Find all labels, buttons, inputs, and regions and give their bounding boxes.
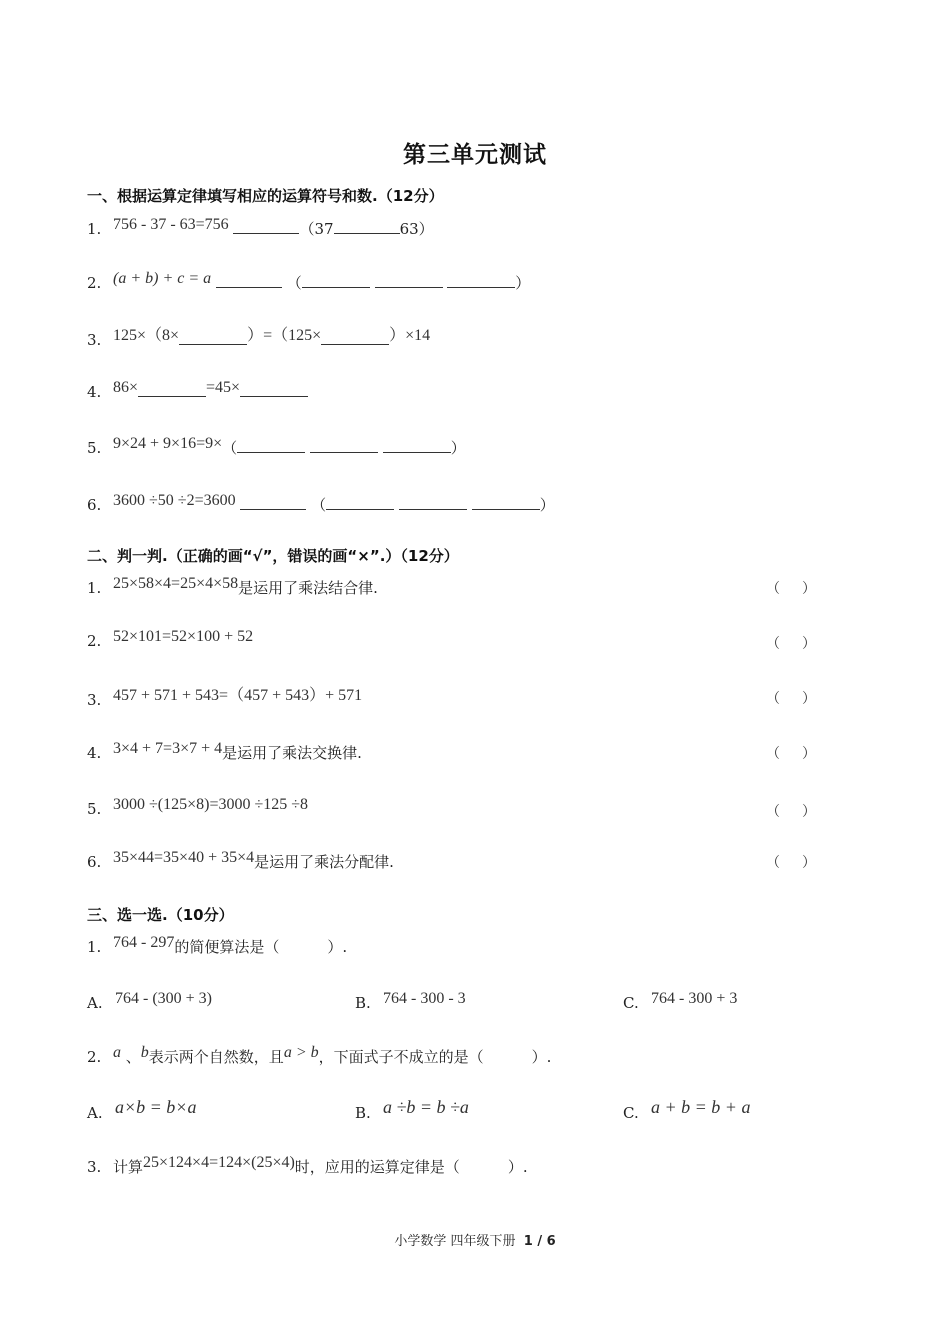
question-number: 2. <box>87 1048 102 1066</box>
math-expression: 764 - 297 <box>113 934 175 951</box>
answer-blank[interactable] <box>233 219 299 234</box>
text: 计算 <box>113 1158 144 1176</box>
math-expression: 764 - 300 - 3 <box>383 990 466 1007</box>
paren-close: ） <box>802 855 816 871</box>
text: ）. <box>327 938 348 956</box>
s1-question-3 <box>87 327 430 350</box>
answer-bracket[interactable] <box>766 688 838 708</box>
section-1-heading: 一、根据运算定律填写相应的运算符号和数.（12分） <box>87 187 444 205</box>
question-number: 4. <box>87 383 102 401</box>
option-label: A. <box>87 1104 103 1122</box>
paren-close: ） <box>802 581 816 597</box>
text: 、 <box>125 1048 141 1066</box>
page-title: 第三单元测试 <box>403 141 547 168</box>
math-expression: 457 + 571 + 543=（457 + 543）+ 571 <box>113 687 363 704</box>
s3-q2-option-a[interactable] <box>87 1097 197 1123</box>
math-expression: 25×58×4=25×4×58 <box>113 575 239 592</box>
answer-bracket[interactable] <box>766 633 838 653</box>
math-expression: 764 - (300 + 3) <box>115 990 213 1007</box>
math-expression: 756 - 37 - 63=756 <box>113 216 229 233</box>
answer-bracket[interactable] <box>766 852 838 872</box>
text: 的简便算法是（ <box>174 938 280 956</box>
s1-question-2 <box>87 272 530 293</box>
paren-close: ） <box>802 746 816 762</box>
text: 表示两个自然数，且 <box>148 1048 284 1066</box>
paren-close: ） <box>802 804 816 820</box>
paren-open: （ <box>766 855 780 871</box>
s2-item-2 <box>87 628 254 651</box>
option-label: B. <box>355 994 371 1012</box>
math-expression: 52×101=52×100 + 52 <box>113 628 254 645</box>
math-expression: 3×4 + 7=3×7 + 4 <box>113 740 223 757</box>
s3-q1-option-b[interactable] <box>355 990 466 1013</box>
page-footer <box>0 1230 950 1249</box>
answer-blank[interactable] <box>302 273 370 288</box>
text: ）. <box>507 1158 528 1176</box>
paren-close: ） <box>802 691 816 707</box>
math-expression: ）=（125× <box>247 327 322 344</box>
answer-blank[interactable] <box>326 495 394 510</box>
section-2-heading: 二、判一判.（正确的画“√”，错误的画“×”.）（12分） <box>87 547 459 565</box>
s3-q1-option-a[interactable] <box>87 990 213 1013</box>
s2-item-6 <box>87 851 394 872</box>
text: （37 <box>299 220 334 238</box>
option-label: C. <box>623 1104 639 1122</box>
math-expression: 3000 ÷(125×8)=3000 ÷125 ÷8 <box>113 796 309 813</box>
text: 是运用了乘法交换律. <box>222 744 362 762</box>
s3-q2-option-c[interactable] <box>623 1097 751 1123</box>
s3-question-2 <box>87 1046 551 1067</box>
answer-blank[interactable] <box>216 273 282 288</box>
s1-question-4 <box>87 379 308 402</box>
math-expression: 125×（8× <box>113 327 180 344</box>
text: 63） <box>399 220 434 238</box>
paren-open: （ <box>766 746 780 762</box>
s1-question-6 <box>87 494 555 515</box>
footer-text: 小学数学 四年级下册 <box>394 1234 516 1249</box>
question-number: 2. <box>87 274 102 292</box>
answer-blank[interactable] <box>472 495 540 510</box>
math-expression: 25×124×4=124×(25×4) <box>143 1154 295 1171</box>
answer-bracket[interactable] <box>766 743 838 763</box>
question-number: 5. <box>87 800 102 818</box>
math-expression: ）×14 <box>389 327 431 344</box>
text: 是运用了乘法结合律. <box>238 579 378 597</box>
option-label: A. <box>87 994 103 1012</box>
paren-open: （ <box>766 636 780 652</box>
question-number: 1. <box>87 220 102 238</box>
paren-open: （ <box>766 691 780 707</box>
text: （ <box>286 274 302 292</box>
math-expression: (a + b) + c = a <box>113 270 212 287</box>
math-expression: a×b = b×a <box>115 1097 197 1117</box>
s3-q2-option-b[interactable] <box>355 1097 469 1123</box>
text: ） <box>539 496 555 514</box>
math-expression: a > b <box>283 1044 319 1061</box>
math-var-a: a <box>113 1044 121 1061</box>
s2-item-5 <box>87 796 309 819</box>
question-number: 3. <box>87 331 102 349</box>
math-expression: 9×24 + 9×16=9× <box>113 435 223 452</box>
answer-blank[interactable] <box>399 495 467 510</box>
question-number: 6. <box>87 853 102 871</box>
math-expression: 764 - 300 + 3 <box>651 990 738 1007</box>
paren-open: （ <box>766 804 780 820</box>
s3-question-1 <box>87 936 347 957</box>
s1-question-5 <box>87 437 466 458</box>
answer-blank[interactable] <box>179 330 247 345</box>
question-number: 1. <box>87 938 102 956</box>
text: （ <box>311 496 327 514</box>
s3-q1-option-c[interactable] <box>623 990 738 1013</box>
math-expression: 35×44=35×40 + 35×4 <box>113 849 255 866</box>
math-expression: =45× <box>206 379 241 396</box>
math-expression: a ÷b = b ÷a <box>383 1097 469 1117</box>
answer-bracket[interactable] <box>766 801 838 821</box>
s2-item-4 <box>87 742 362 763</box>
answer-blank[interactable] <box>447 273 515 288</box>
page-number: 1 / 6 <box>523 1234 556 1249</box>
question-number: 3. <box>87 1158 102 1176</box>
text: ） <box>515 274 531 292</box>
question-number: 6. <box>87 496 102 514</box>
s2-item-3 <box>87 687 362 710</box>
s3-question-3 <box>87 1156 528 1177</box>
math-expression: 3600 ÷50 ÷2=3600 <box>113 492 236 509</box>
s2-item-1 <box>87 577 378 598</box>
answer-blank[interactable] <box>310 438 378 453</box>
s1-question-1 <box>87 218 434 239</box>
answer-blank[interactable] <box>138 382 206 397</box>
option-label: C. <box>623 994 639 1012</box>
text: ） <box>450 439 466 457</box>
option-label: B. <box>355 1104 371 1122</box>
text: （ <box>222 439 238 457</box>
answer-blank[interactable] <box>240 495 306 510</box>
question-number: 3. <box>87 691 102 709</box>
answer-blank[interactable] <box>321 330 389 345</box>
paren-close: ） <box>802 636 816 652</box>
math-expression: 86× <box>113 379 139 396</box>
answer-bracket[interactable] <box>766 578 838 598</box>
question-number: 1. <box>87 579 102 597</box>
text: 时，应用的运算定律是（ <box>294 1158 460 1176</box>
math-expression: a + b = b + a <box>651 1097 751 1117</box>
answer-blank[interactable] <box>375 273 443 288</box>
answer-blank[interactable] <box>383 438 451 453</box>
answer-blank[interactable] <box>334 219 400 234</box>
section-3-heading: 三、选一选.（10分） <box>87 906 234 924</box>
question-number: 4. <box>87 744 102 762</box>
answer-blank[interactable] <box>237 438 305 453</box>
text: ，下面式子不成立的是（ <box>318 1048 484 1066</box>
question-number: 5. <box>87 439 102 457</box>
text: 是运用了乘法分配律. <box>254 853 394 871</box>
paren-open: （ <box>766 581 780 597</box>
math-var-b: b <box>140 1044 149 1061</box>
question-number: 2. <box>87 632 102 650</box>
text: ）. <box>531 1048 552 1066</box>
answer-blank[interactable] <box>240 382 308 397</box>
